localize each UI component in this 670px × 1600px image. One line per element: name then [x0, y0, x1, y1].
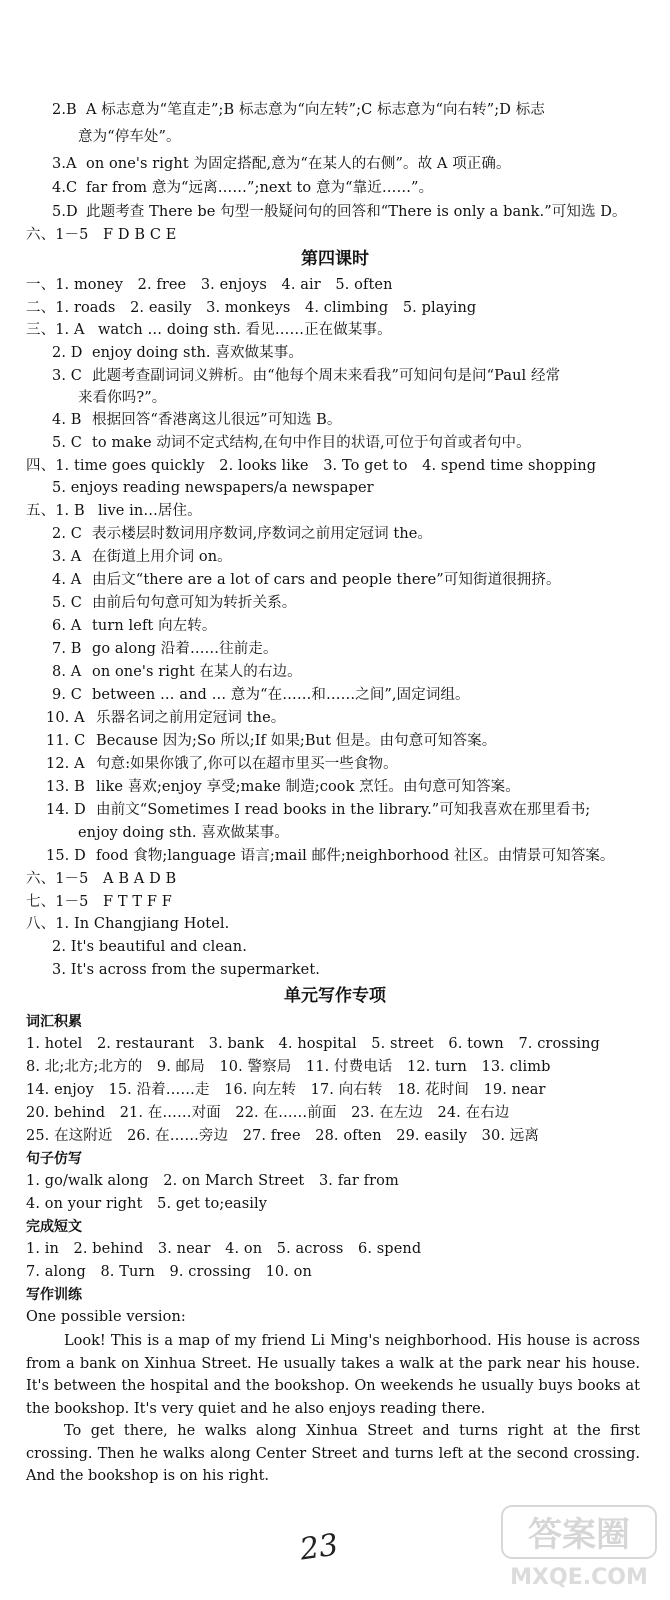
lesson4-s3-q5: 5. C to make 动词不定式结构,在句中作目的状语,可位于句首或者句中。 [52, 435, 531, 451]
lesson4-s5-q10: 10. A 乐器名词之前用定冠词 the。 [46, 710, 286, 726]
lesson4-s5-q8: 8. A on one's right 在某人的右边。 [52, 664, 302, 680]
vocab-line-3: 14. enjoy 15. 沿着……走 16. 向左转 17. 向右转 18. 花时间 19. near [26, 1082, 546, 1098]
lesson4-s5-q9: 9. C between … and … 意为“在……和……之间”,固定词组。 [52, 687, 470, 703]
essay-paragraph-1: Look! This is a map of my friend Li Ming's neighborhood. His house is across from a bank on Xinhua Street. He usually takes a walk at the park near his house. It's between the hospital and the bookshop. On weekends he usually buys books at the bookshop. It's very quiet and he also enjoys reading there. [26, 1333, 640, 1417]
lesson4-s8-q1: 八、1. In Changjiang Hotel. [26, 916, 230, 932]
answer-5-3: 3.A on one's right 为固定搭配,意为“在某人的右侧”。故 A 项正确。 [52, 156, 511, 172]
lesson4-s3-q2: 2. D enjoy doing sth. 喜欢做某事。 [52, 345, 303, 361]
cloze-line-1: 1. in 2. behind 3. near 4. on 5. across 6. spend [26, 1241, 422, 1257]
vocab-line-4: 20. behind 21. 在……对面 22. 在……前面 23. 在左边 24. 在右边 [26, 1105, 510, 1121]
watermark-cn: 答案圈 [528, 1515, 630, 1555]
lesson4-s5-q15: 15. D food 食物;language 语言;mail 邮件;neighborhood 社区。由情景可知答案。 [46, 848, 615, 864]
lesson4-s5-q4: 4. A 由后文“there are a lot of cars and people there”可知街道很拥挤。 [52, 572, 561, 588]
answer-5-2-cont: 意为“停车处”。 [78, 129, 181, 145]
lesson4-section2: 二、1. roads 2. easily 3. monkeys 4. climbing 5. playing [26, 300, 477, 316]
lesson4-s5-q5: 5. C 由前后句句意可知为转折关系。 [52, 595, 297, 611]
lesson4-s5-q1: 五、1. B live in…居住。 [26, 503, 202, 519]
lesson4-s5-q2: 2. C 表示楼层时数词用序数词,序数词之前用定冠词 the。 [52, 526, 433, 542]
lesson4-s5-q6: 6. A turn left 向左转。 [52, 618, 217, 634]
essay-text [26, 1330, 640, 1488]
lesson4-section7: 七、1－5 F T T F F [26, 894, 172, 910]
lesson4-s3-q1: 三、1. A watch … doing sth. 看见……正在做某事。 [26, 322, 392, 338]
lesson4-s5-q12: 12. A 句意:如果你饿了,你可以在超市里买一些食物。 [46, 756, 398, 772]
vocab-line-5: 25. 在这附近 26. 在……旁边 27. free 28. often 29. easily 30. 远离 [26, 1128, 539, 1144]
lesson4-s5-q14: 14. D 由前文“Sometimes I read books in the library.”可知我喜欢在那里看书; [46, 802, 591, 818]
lesson4-section4-line2: 5. enjoys reading newspapers/a newspaper [52, 480, 374, 496]
sentence-line-2: 4. on your right 5. get to;easily [26, 1196, 268, 1212]
cloze-line-2: 7. along 8. Turn 9. crossing 10. on [26, 1264, 312, 1280]
watermark-url: MXQE.COM [510, 1565, 648, 1590]
practice-title: 写作训练 [26, 1287, 82, 1303]
sentence-title: 句子仿写 [26, 1151, 82, 1167]
answer-5-5: 5.D 此题考查 There be 句型一般疑问句的回答和“There is only a bank.”可知选 D。 [52, 204, 627, 220]
watermark-logo [494, 1500, 664, 1592]
lesson4-s3-q4: 4. B 根据回答“香港离这儿很远”可知选 B。 [52, 412, 342, 428]
cloze-title: 完成短文 [26, 1219, 82, 1235]
sentence-line-1: 1. go/walk along 2. on March Street 3. far from [26, 1173, 399, 1189]
lesson4-s5-q14-cont: enjoy doing sth. 喜欢做某事。 [78, 825, 289, 841]
answer-5-4: 4.C far from 意为“远离……”;next to 意为“靠近……”。 [52, 180, 434, 196]
vocab-line-2: 8. 北;北方;北方的 9. 邮局 10. 警察局 11. 付费电话 12. turn 13. climb [26, 1059, 551, 1075]
answer-5-2: 2.B A 标志意为“笔直走”;B 标志意为“向左转”;C 标志意为“向右转”;D 标志 [52, 102, 545, 118]
writing-title: 单元写作专项 [284, 986, 386, 1006]
lesson4-section4-line1: 四、1. time goes quickly 2. looks like 3. To get to 4. spend time shopping [26, 458, 597, 474]
lesson4-s5-q11: 11. C Because 因为;So 所以;If 如果;But 但是。由句意可知答案。 [46, 733, 497, 749]
essay-paragraph-2: To get there, he walks along Xinhua Street and turns right at the first crossing. Then he walks along Center Street and turns left at the second crossing. And the bookshop is on his right. [26, 1423, 640, 1484]
lesson4-s3-q3: 3. C 此题考查副词词义辨析。由“他每个周末来看我”可知问句是问“Paul 经常 [52, 368, 561, 384]
lesson4-s5-q7: 7. B go along 沿着……往前走。 [52, 641, 278, 657]
lesson4-s8-q2: 2. It's beautiful and clean. [52, 939, 247, 955]
version-label: One possible version: [26, 1309, 186, 1325]
lesson4-section1: 一、1. money 2. free 3. enjoys 4. air 5. often [26, 277, 393, 293]
lesson4-section6: 六、1－5 A B A D B [26, 871, 177, 887]
page-number: 23 [297, 1527, 341, 1568]
vocab-line-1: 1. hotel 2. restaurant 3. bank 4. hospital 5. street 6. town 7. crossing [26, 1036, 600, 1052]
lesson4-s5-q3: 3. A 在街道上用介词 on。 [52, 549, 232, 565]
lesson4-s8-q3: 3. It's across from the supermarket. [52, 962, 320, 978]
lesson4-s5-q13: 13. B like 喜欢;enjoy 享受;make 制造;cook 烹饪。由句意可知答案。 [46, 779, 520, 795]
lesson4-s3-q3-cont: 来看你吗?”。 [78, 390, 167, 406]
answer-part6-top: 六、1－5 F D B C E [26, 227, 177, 243]
lesson4-title: 第四课时 [301, 249, 369, 269]
vocab-title: 词汇积累 [26, 1014, 82, 1030]
